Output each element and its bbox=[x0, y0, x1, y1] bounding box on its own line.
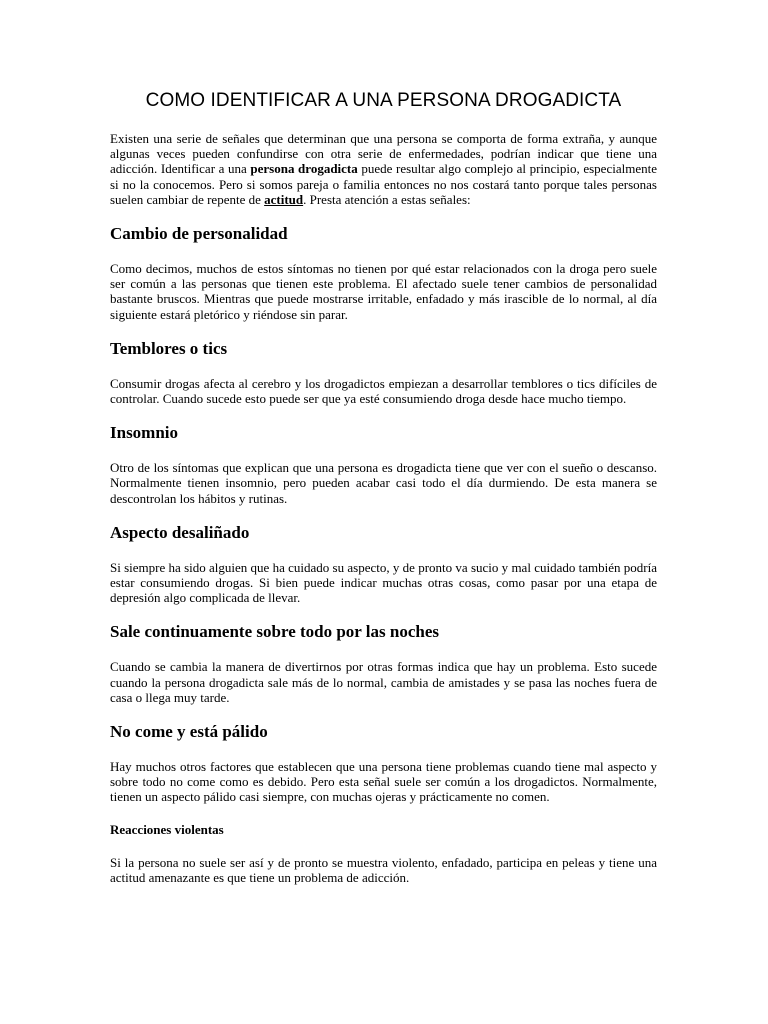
intro-paragraph bbox=[110, 131, 657, 207]
section-heading-reacciones: Reacciones violentas bbox=[110, 821, 224, 837]
intro-bold-term: persona drogadicta bbox=[250, 161, 358, 177]
actitud-link[interactable]: actitud bbox=[264, 191, 304, 207]
section-heading-insomnio: Insomnio bbox=[110, 423, 179, 443]
section-body-sale-noches: Cuando se cambia la manera de divertirnos por otras formas indica que hay un problema. Esto sucede cuando la persona drogadicta sale más de lo normal, cambia de amistades y se pasa las noches fuera de casa o llega muy tarde. bbox=[110, 659, 657, 705]
section-heading-cambio-personalidad: Cambio de personalidad bbox=[110, 224, 288, 244]
document-title: COMO IDENTIFICAR A UNA PERSONA DROGADICTA bbox=[145, 90, 622, 111]
section-heading-sale-noches: Sale continuamente sobre todo por las noches bbox=[110, 622, 440, 642]
document-page bbox=[110, 88, 657, 902]
section-heading-aspecto: Aspecto desaliñado bbox=[110, 522, 250, 542]
section-body-reacciones: Si la persona no suele ser así y de pronto se muestra violento, enfadado, participa en peleas y tiene una actitud amenazante es que tiene un problema de adicción. bbox=[110, 854, 657, 885]
section-body-temblores: Consumir drogas afecta al cerebro y los drogadictos empiezan a desarrollar temblores o tics difíciles de controlar. Cuando sucede esto puede ser que ya esté consumiendo droga desde hace mucho tiempo. bbox=[110, 375, 657, 407]
section-body-cambio-personalidad: Como decimos, muchos de estos síntomas no tienen por qué estar relacionados con la droga pero suele ser común a las personas que tienen este problema. El afectado suele tener cambios de personalidad bastante bruscos. Mientras que puede mostrarse irritable, enfadado y más irascible de lo normal, al día siguiente estará pletórico y riéndose sin parar. bbox=[110, 261, 657, 322]
section-body-insomnio: Otro de los síntomas que explican que una persona es drogadicta tiene que ver con el sueño o descanso. Normalmente tienen insomnio, pero pueden acabar casi todo el día durmiendo. De esta manera se descontrolan los hábitos y rutinas. bbox=[110, 460, 657, 506]
section-heading-no-come: No come y está pálido bbox=[110, 722, 268, 742]
section-heading-temblores: Temblores o tics bbox=[110, 338, 228, 358]
section-body-aspecto: Si siempre ha sido alguien que ha cuidado su aspecto, y de pronto va sucio y mal cuidado también podría estar consumiendo drogas. Si bien puede indicar muchas otras cosas, como pasar por una etapa de depresión algo complicada de llevar. bbox=[110, 559, 657, 606]
intro-text-1: Existen una serie de señales que determinan que una persona se comporta de forma extraña, y aunque algunas veces pueden confundirse con otra serie de enfermedades, podrían indicar que tiene una adicción. Identificar a una bbox=[110, 131, 657, 177]
intro-text-2: puede resultar algo complejo al principio, especialmente si no la conocemos. Pero si somos pareja o familia entonces no nos costará tanto porque tales personas suelen cambiar de repente de bbox=[110, 161, 657, 207]
section-body-no-come: Hay muchos otros factores que establecen que una persona tiene problemas cuando tiene mal aspecto y sobre todo no come como es debido. Pero esta señal suele ser común a los drogadictos. Normalmente, tienen un aspecto pálido casi siempre, con muchas ojeras y prácticamente no comen. bbox=[110, 759, 657, 805]
intro-text-3: . Presta atención a estas señales: bbox=[303, 191, 471, 207]
